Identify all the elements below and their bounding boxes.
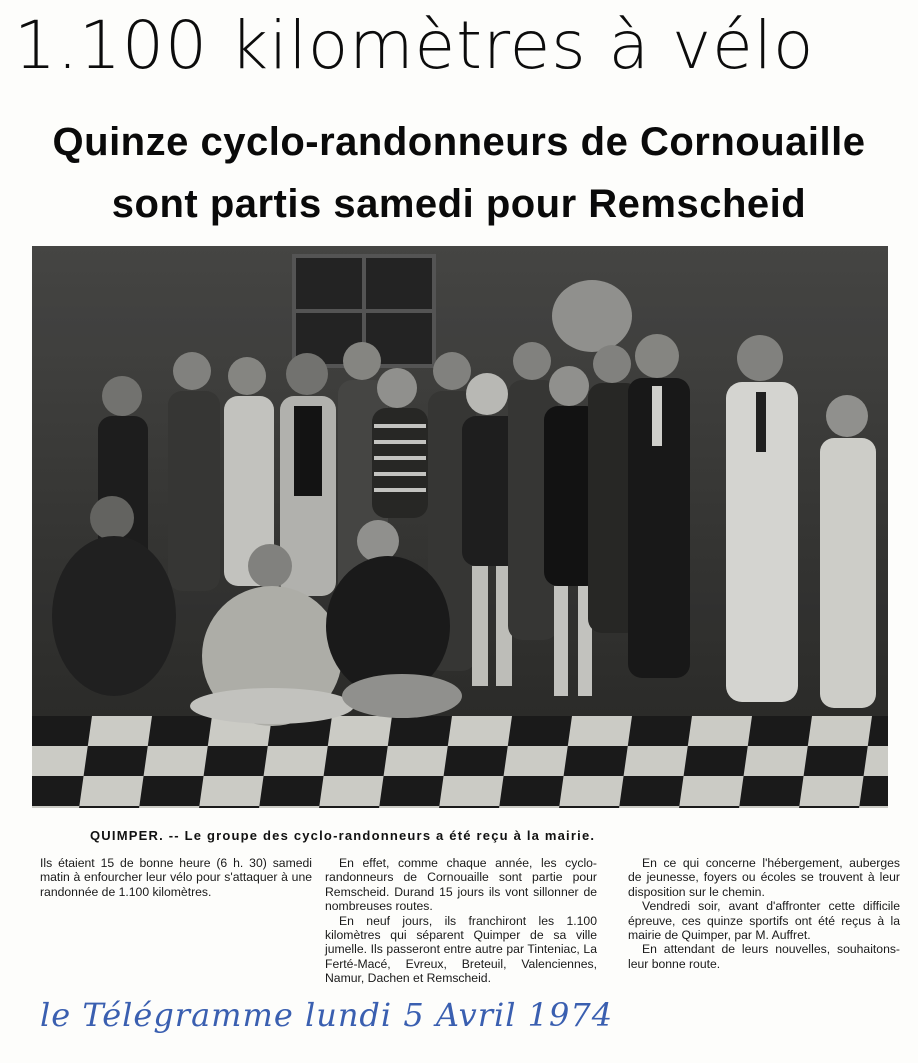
paragraph: En effet, comme chaque année, les cyclo-randonneurs de Cornouaille sont partie pour Remscheid. Durand 15 jours ils vont sillonner de nombreuses routes. — [325, 856, 597, 914]
paragraph: Ils étaient 15 de bonne heure (6 h. 30) samedi matin à enfourcher leur vélo pour s'attaquer à une randonnée de 1.100 kilomètres. — [40, 856, 312, 899]
group-photo — [32, 246, 888, 808]
article-column-1 — [40, 856, 312, 899]
paragraph: Vendredi soir, avant d'affronter cette difficile épreuve, ces quinze sportifs ont été reçus à la mairie de Quimper, par M. Auffret. — [628, 899, 900, 943]
handwritten-source-note: le Télégramme lundi 5 Avril 1974 — [40, 996, 614, 1034]
paragraph: En attendant de leurs nouvelles, souhaitons-leur bonne route. — [628, 942, 900, 971]
subheadline-line-1: Quinze cyclo-randonneurs de Cornouaille — [52, 120, 866, 164]
subheadline-line-2: sont partis samedi pour Remscheid — [111, 182, 807, 226]
article-column-3 — [628, 856, 900, 971]
paragraph: En neuf jours, ils franchiront les 1.100 kilomètres qui séparent Quimper de sa ville jumelle. Ils passeront entre autre par Tinteniac, La Ferté-Macé, Evreux, Breteuil, Valenciennes, Namur, Dachen et Remscheid. — [325, 913, 597, 986]
photo-caption: QUIMPER. -- Le groupe des cyclo-randonneurs a été reçu à la mairie. — [90, 828, 596, 843]
headline: 1.100 kilomètres à vélo — [14, 7, 815, 84]
group-photo-illustration — [32, 246, 888, 808]
article-column-2 — [325, 856, 597, 986]
paragraph: En ce qui concerne l'hébergement, auberges de jeunesse, foyers ou écoles se trouvent à leur disposition sur le chemin. — [628, 856, 900, 899]
